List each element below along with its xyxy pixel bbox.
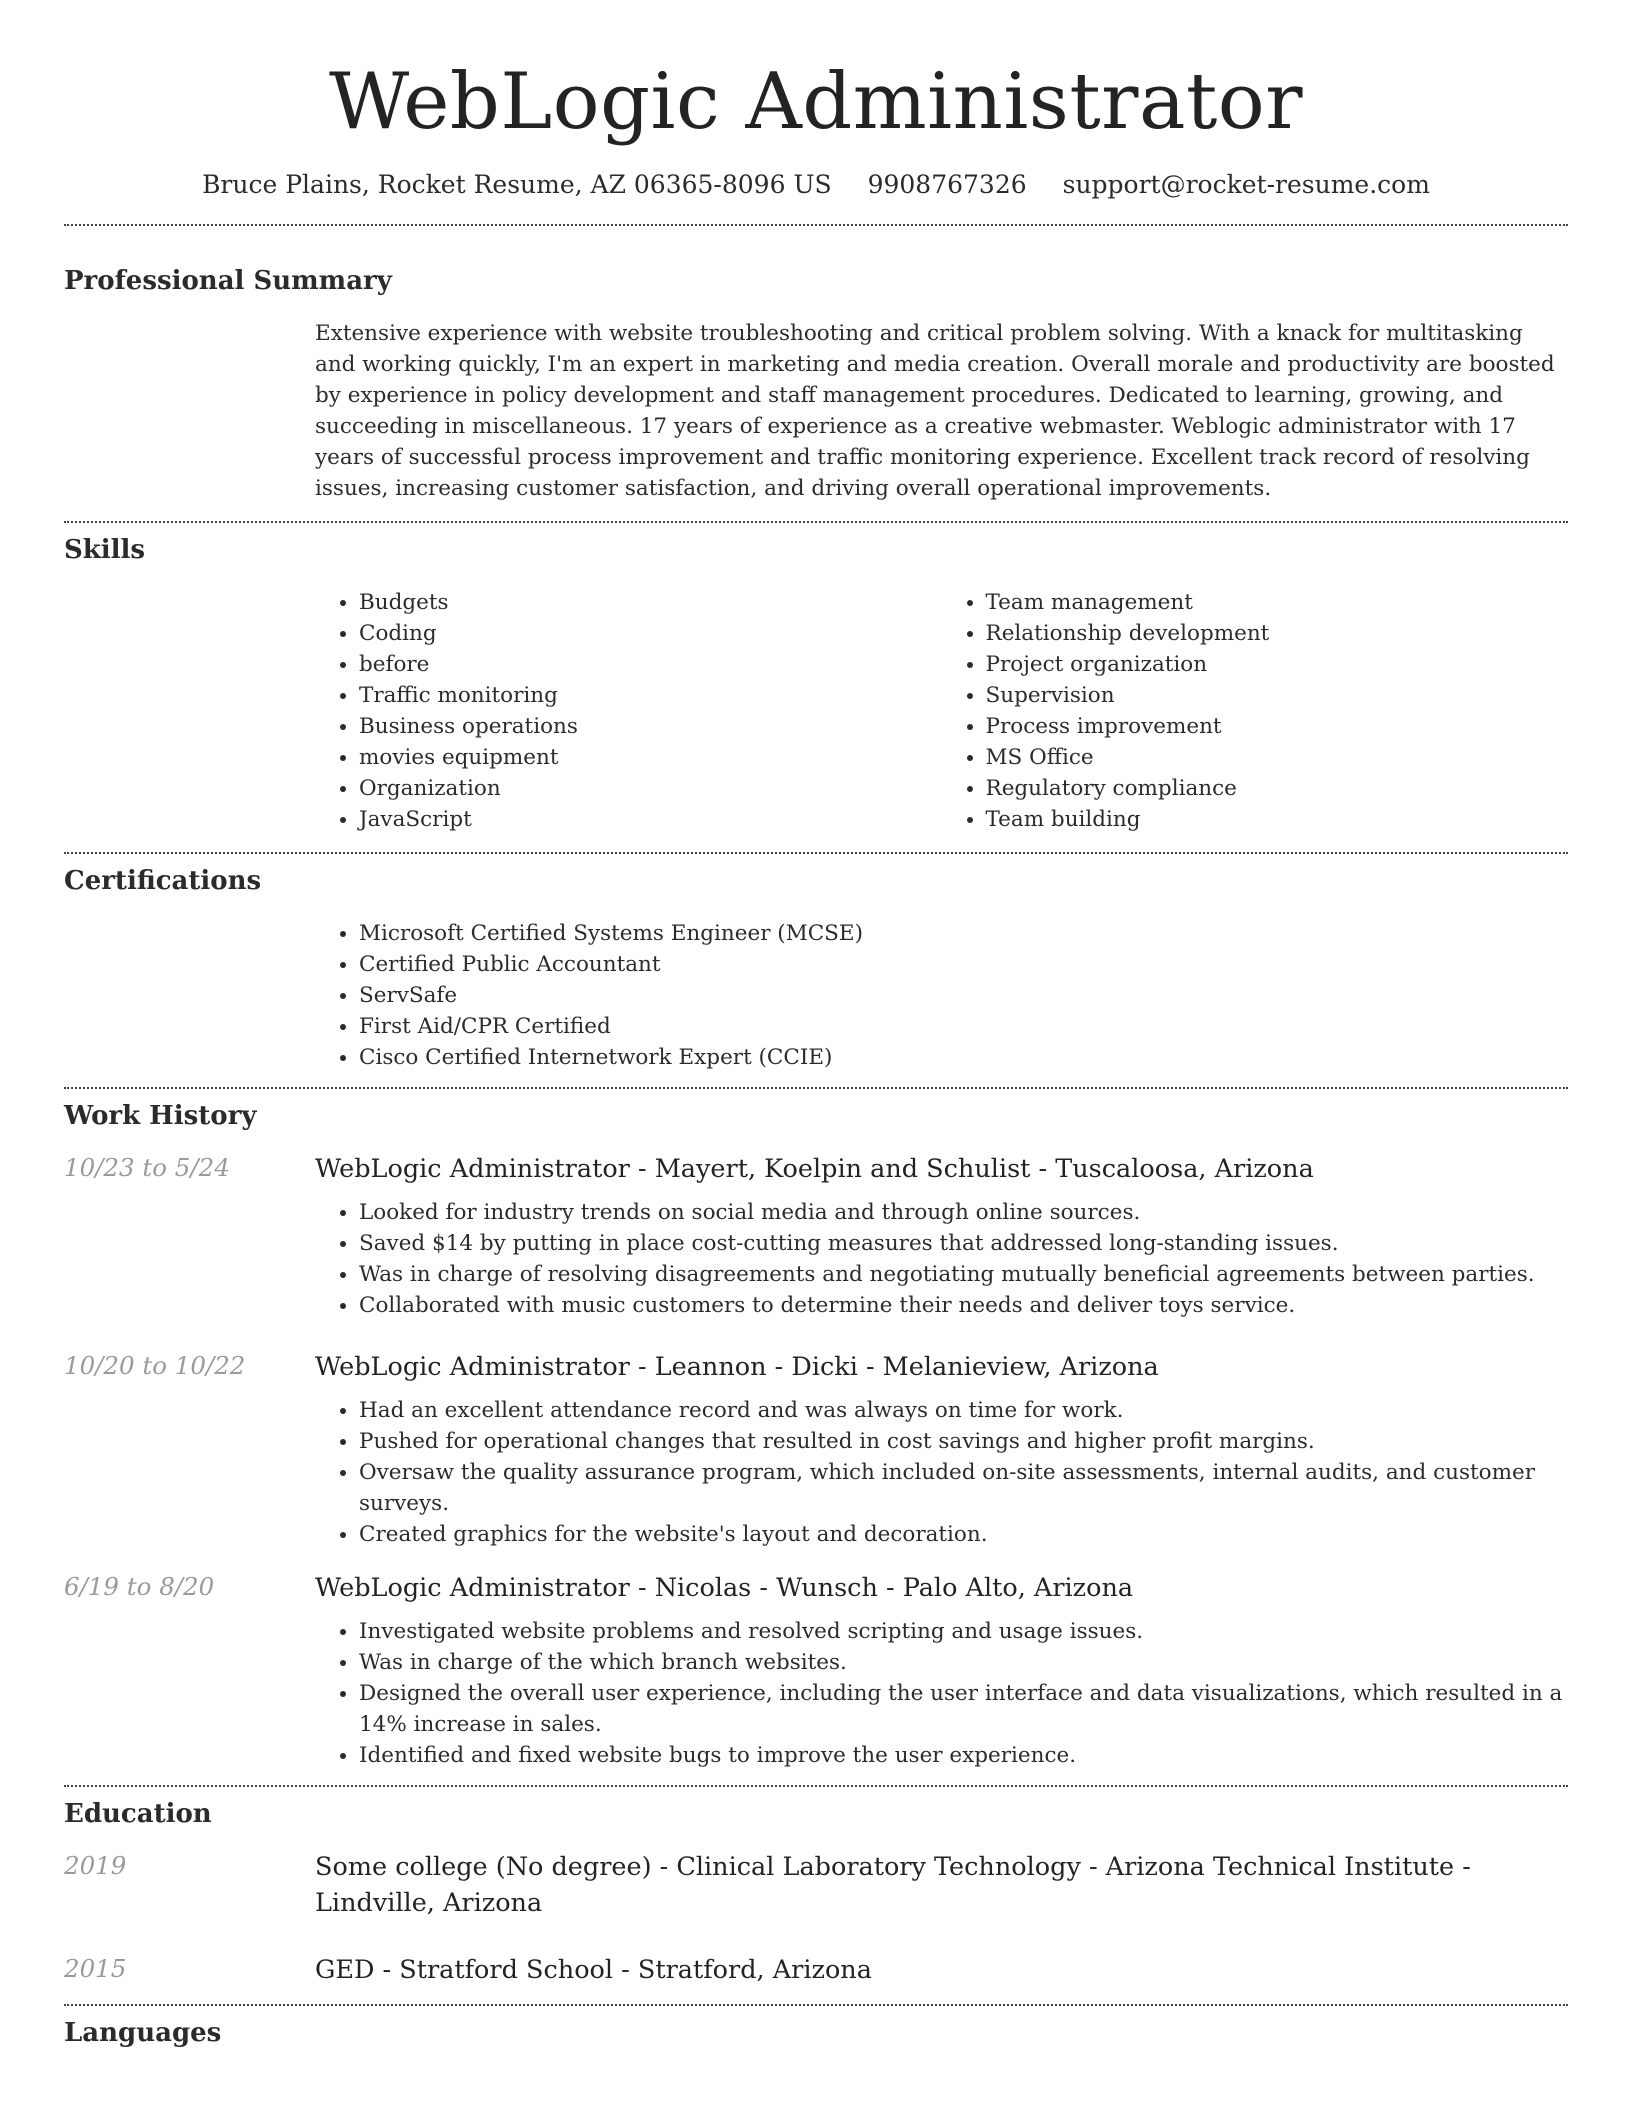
resume-title: WebLogic Administrator xyxy=(328,57,1304,147)
skill-item: • Business operations xyxy=(359,711,942,742)
summary-block xyxy=(315,318,1568,504)
education-date: 2015 xyxy=(64,1954,127,1983)
section-heading-education: Education xyxy=(64,1799,212,1829)
job-entry xyxy=(64,1349,1568,1550)
job-detail xyxy=(315,1151,1568,1321)
skill-item: • Team building xyxy=(986,804,1569,835)
job-bullet: • Oversaw the quality assurance program, which included on-site assessments, internal audits, and customer surveys. xyxy=(359,1457,1568,1519)
certifications-list xyxy=(315,918,1568,1073)
job-bullet: • Had an excellent attendance record and was always on time for work. xyxy=(359,1395,1568,1426)
section-heading-skills: Skills xyxy=(64,535,146,565)
job-date: 10/23 to 5/24 xyxy=(64,1153,230,1182)
skill-item: • Traffic monitoring xyxy=(359,680,942,711)
job-bullet: • Saved $14 by putting in place cost-cutting measures that addressed long-standing issues. xyxy=(359,1228,1568,1259)
job-bullets xyxy=(315,1616,1568,1771)
skills-list-right xyxy=(942,587,1569,835)
skill-item: • Supervision xyxy=(986,680,1569,711)
job-bullet: • Collaborated with music customers to determine their needs and deliver toys service. xyxy=(359,1290,1568,1321)
education-date: 2019 xyxy=(64,1851,127,1880)
contact-email[interactable]: support@rocket-resume.com xyxy=(1062,170,1430,199)
section-heading-work-history: Work History xyxy=(64,1101,257,1131)
job-title: WebLogic Administrator - Nicolas - Wunsch - Palo Alto, Arizona xyxy=(315,1573,1134,1603)
job-bullet: • Looked for industry trends on social media and through online sources. xyxy=(359,1197,1568,1228)
education-title: Some college (No degree) - Clinical Laboratory Technology - Arizona Technical Institute - Lindville, Arizona xyxy=(315,1852,1471,1918)
skill-item: • movies equipment xyxy=(359,742,942,773)
section-divider xyxy=(64,521,1568,523)
skills-list-left xyxy=(315,587,942,835)
education-entry xyxy=(64,1952,1568,1988)
skill-item: • Process improvement xyxy=(986,711,1569,742)
section-heading-summary: Professional Summary xyxy=(64,266,392,296)
skill-item: • MS Office xyxy=(986,742,1569,773)
certification-item: • Certified Public Accountant xyxy=(359,949,1568,980)
section-divider xyxy=(64,852,1568,854)
certification-item: • Cisco Certified Internetwork Expert (CCIE) xyxy=(359,1042,1568,1073)
skill-item: • Budgets xyxy=(359,587,942,618)
section-heading-languages: Languages xyxy=(64,2018,222,2048)
job-title: WebLogic Administrator - Leannon - Dicki - Melanieview, Arizona xyxy=(315,1352,1159,1382)
skill-item: • JavaScript xyxy=(359,804,942,835)
job-bullet: • Investigated website problems and resolved scripting and usage issues. xyxy=(359,1616,1568,1647)
job-bullet: • Pushed for operational changes that resulted in cost savings and higher profit margins. xyxy=(359,1426,1568,1457)
section-divider xyxy=(64,224,1568,226)
skill-item: • Project organization xyxy=(986,649,1569,680)
contact-address: Bruce Plains, Rocket Resume, AZ 06365-8096 US xyxy=(202,170,832,199)
job-bullets xyxy=(315,1197,1568,1321)
contact-phone: 9908767326 xyxy=(867,170,1027,199)
job-title: WebLogic Administrator - Mayert, Koelpin and Schulist - Tuscaloosa, Arizona xyxy=(315,1154,1314,1184)
job-entry xyxy=(64,1151,1568,1321)
certification-item: • Microsoft Certified Systems Engineer (MCSE) xyxy=(359,918,1568,949)
certification-item: • ServSafe xyxy=(359,980,1568,1011)
section-heading-certifications: Certifications xyxy=(64,866,262,896)
education-title: GED - Stratford School - Stratford, Arizona xyxy=(315,1955,872,1985)
education-entry xyxy=(64,1849,1568,1921)
contact-line xyxy=(64,168,1568,202)
job-entry xyxy=(64,1570,1568,1771)
job-bullet: • Was in charge of the which branch websites. xyxy=(359,1647,1568,1678)
job-bullet: • Identified and fixed website bugs to improve the user experience. xyxy=(359,1740,1568,1771)
job-bullet: • Created graphics for the website's layout and decoration. xyxy=(359,1519,1568,1550)
job-detail xyxy=(315,1349,1568,1550)
skill-item: • Regulatory compliance xyxy=(986,773,1569,804)
skills-grid xyxy=(315,587,1568,835)
skill-item: • Team management xyxy=(986,587,1569,618)
section-divider xyxy=(64,1087,1568,1089)
resume-page xyxy=(64,0,1568,2050)
job-date: 10/20 to 10/22 xyxy=(64,1351,246,1380)
job-bullets xyxy=(315,1395,1568,1550)
section-divider xyxy=(64,2004,1568,2006)
summary-text: Extensive experience with website troubleshooting and critical problem solving. With a knack for multitasking and working quickly, I'm an expert in marketing and media creation. Overall morale and productivity are boosted by experience in policy development and staff management procedures. Dedicated to learning, growing, and succeeding in miscellaneous. 17 years of experience as a creative webmaster. Weblogic administrator with 17 years of successful process improvement and traffic monitoring experience. Excellent track record of resolving issues, increasing customer satisfaction, and driving overall operational improvements. xyxy=(315,321,1555,501)
job-detail xyxy=(315,1570,1568,1771)
skill-item: • Relationship development xyxy=(986,618,1569,649)
skill-item: • Coding xyxy=(359,618,942,649)
certifications-block xyxy=(315,918,1568,1073)
job-date: 6/19 to 8/20 xyxy=(64,1572,215,1601)
certification-item: • First Aid/CPR Certified xyxy=(359,1011,1568,1042)
section-divider xyxy=(64,1785,1568,1787)
skill-item: • Organization xyxy=(359,773,942,804)
job-bullet: • Designed the overall user experience, including the user interface and data visualizations, which resulted in a 14% increase in sales. xyxy=(359,1678,1568,1740)
job-bullet: • Was in charge of resolving disagreements and negotiating mutually beneficial agreements between parties. xyxy=(359,1259,1568,1290)
skill-item: • before xyxy=(359,649,942,680)
